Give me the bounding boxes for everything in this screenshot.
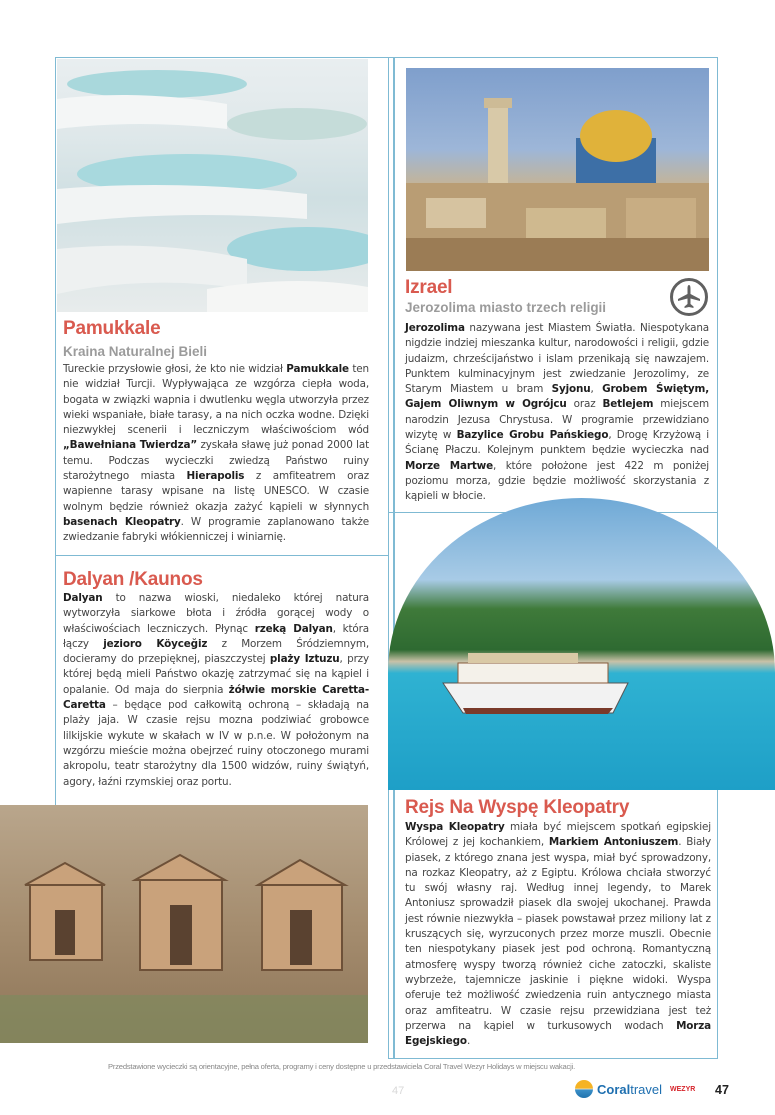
coral-sun-icon — [575, 1080, 593, 1098]
pamukkale-photo — [57, 59, 368, 312]
coral-travel-logo — [575, 1080, 695, 1098]
pamukkale-title: Pamukkale — [63, 318, 161, 339]
airplane-icon — [670, 278, 708, 316]
footer-disclaimer: Przedstawione wycieczki są orientacyjne, pełna oferta, programy i ceny dostępne u przedstawiciela Coral Travel Wezyr Holidays w miejscu wakacji. — [108, 1062, 575, 1071]
kaunos-illustration — [0, 805, 368, 1043]
jerusalem-photo — [406, 68, 709, 271]
column-divider — [393, 57, 395, 1059]
dalyan-title: Dalyan /Kaunos — [63, 569, 203, 590]
izrael-title: Izrael — [405, 277, 453, 298]
page-number: 47 — [715, 1083, 729, 1097]
izrael-subtitle: Jerozolima miasto trzech religii — [405, 300, 607, 315]
kaunos-tombs-photo — [0, 805, 368, 1043]
kleopatra-body: Wyspa Kleopatry miała być miejscem spotkań egipskiej Królowej z jej kochankiem, Markiem Antoniuszem. Biały piasek, z którego znana jest wyspa, miał być sprowadzony, na rozkaz Kleopatry, aż z Egiptu. Królowa chciała stworzyć tu swój własny raj. Według innej legendy, to Marek Antoniusz sprowadził piasek dla swojej ukochanej. Prawda jest równie niezwykła – piasek powstawał przez miliony lat z kruszących się, wyrzuconych przez morze muszli. Obecnie ten niespotykany piasek jest pod ochroną. Romantyczną atmosferę wyspy tworzą również ciche zatoczki, skaliste wybrzeże, tajemnicze jaskinie i piękne widoki. Wyspa oferuje też możliwość zwiedzenia ruin antycznego miasta oraz amfiteatru. W czasie rejsu przewidziana jest też przerwa na kąpiel w turkusowych wodach Morza Egejskiego. — [405, 821, 712, 1048]
izrael-body: Jerozolima nazywana jest Miastem Światła. Niespotykana nigdzie indziej mieszanka kultur, narodowości i religii, gdzie judaizm, chrześcijaństwo i islam przenikają się nawzajem. Punktem kulminacyjnym jest zwiedzanie Jerozolimy, ze Starym Miastem u bram Syjonu, Grobem Świętym, Gajem Oliwnym w Ogrójcu oraz Betlejem miejscem narodzin Jezusa Chrystusa. W programie przewidziano wizytę w Bazylice Grobu Pańskiego, Drogę Krzyżową i Ścianę Płaczu. Kolejnym punktem będzie wycieczka nad Morze Martwe, które położone jest 422 m poniżej poziomu morza, gdzie będzie możliwość skorzystania z kąpieli w błocie. — [405, 322, 710, 503]
pamukkale-illustration — [57, 59, 368, 312]
faint-page-number: 47 — [392, 1085, 405, 1097]
dalyan-body: Dalyan to nazwa wioski, niedaleko której natura wytworzyła siarkowe błota i źródła gorącej wody o właściwościach leczniczych. Płynąc rzeką Dalyan, która łączy jezioro Köyceğiz z Morzem Śródziemnym, docieramy do przepięknej, piaszczystej plaży Iztuzu, przy której będą mieli Państwo okazję zatrzymać się na kąpiel i opalanie. Od maja do sierpnia żółwie morskie Caretta-Caretta – będące pod całkowitą ochroną – składają na plaży jaja. W czasie rejsu mozna podziwiać grobowce lilkijskie wykute w skałach w IV w p.n.e. W położonym na wzgórzu mieście można obejrzeć ruiny otoczonego murami akropolu, teatr starożytny dla 1500 widzów, ruiny świątyń, agory, łaźni rzymskiej oraz portu. — [63, 592, 370, 788]
brand-light: travel — [630, 1081, 663, 1097]
pamukkale-body: Tureckie przysłowie głosi, że kto nie widział Pamukkale ten nie widział Turcji. Wypływająca ze wzgórza ciepła woda, bogata w związki wapnia i dwutlenku węgla utworzyła przez wieki wspaniałe, białe tarasy, a na nich oczka wodne. Dzięki niezwykłej scenerii i leczniczym właściwościom wód „Bawełniana Twierdza” zyskała sławę już ponad 2000 lat temu. Podczas wycieczki zwiedzą Państwo ruiny starożytnego miasta Hierapolis z amfiteatrem oraz wapienne tarasy wpisane na listę UNESCO. W czasie wolnym będzie również okazja zażyć kąpieli w słynnych basenach Kleopatry. W programie zaplanowano także zwiedzanie fabryki włókienniczej i winiarnię. — [63, 363, 370, 544]
brand-bold: Coral — [597, 1081, 631, 1097]
kleopatra-title: Rejs Na Wyspę Kleopatry — [405, 797, 630, 818]
pamukkale-subtitle: Kraina Naturalnej Bieli — [63, 344, 208, 359]
wezyr-logo: WEZYR — [670, 1085, 696, 1093]
jerusalem-illustration — [406, 68, 709, 271]
